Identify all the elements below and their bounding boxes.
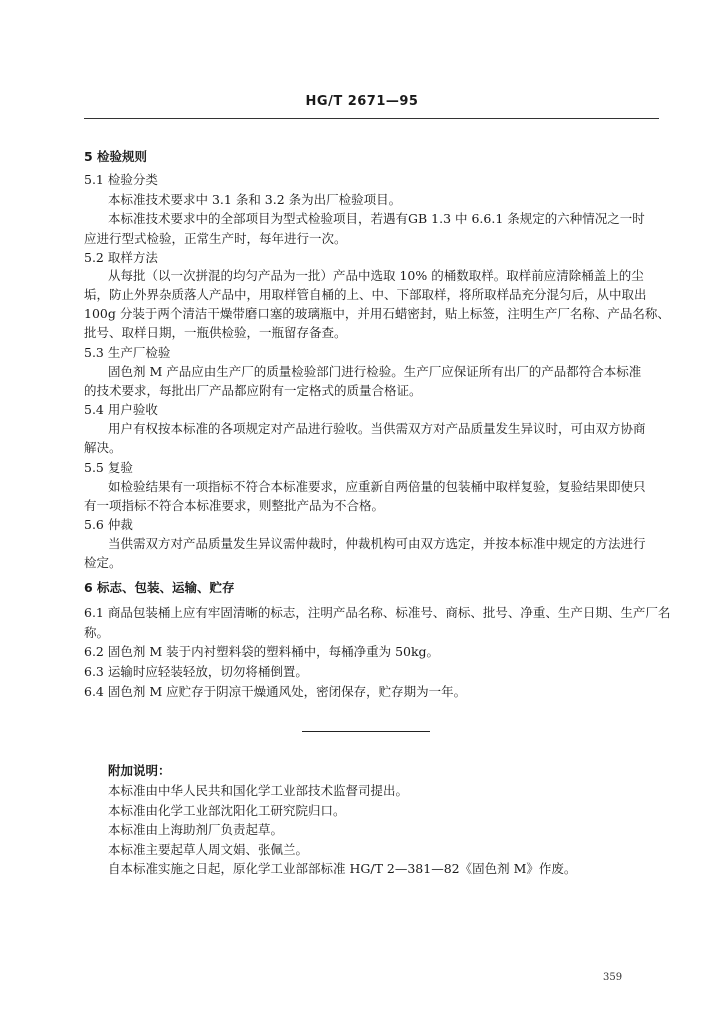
section-5-6-line-1: 当供需双方对产品质量发生异议需仲裁时，仲裁机构可由双方选定，并按本标准中规定的方法进行 — [108, 536, 646, 551]
page-number: 359 — [603, 972, 623, 983]
section-5-3-line-2: 的技术要求，每批出厂产品都应附有一定格式的质量合格证。 — [84, 383, 422, 398]
section-6-1-line-2: 称。 — [84, 625, 110, 640]
section-5-2-line-3: 100g 分装于两个清洁干燥带磨口塞的玻璃瓶中，并用石蜡密封，贴上标签，注明生产厂名称、产品名称、 — [84, 306, 670, 321]
section-5-1-para-2-line-1: 本标准技术要求中的全部项目为型式检验项目，若遇有GB 1.3 中 6.6.1 条规定的六种情况之一时 — [108, 211, 645, 226]
section-5-2-line-2: 垢，防止外界杂质落人产品中，用取样管自桶的上、中、下部取样，将所取样品充分混匀后，从中取出 — [84, 287, 647, 302]
section-5-title: 5 检验规则 — [84, 149, 148, 164]
section-5-2-line-4: 批号、取样日期，一瓶供检验，一瓶留存备查。 — [84, 325, 347, 340]
section-5-3-title: 5.3 生产厂检验 — [84, 345, 171, 360]
notes-title: 附加说明： — [108, 763, 171, 778]
section-6-3: 6.3 运输时应轻装轻放，切勿将桶倒置。 — [84, 664, 308, 679]
section-5-6-line-2: 检定。 — [84, 555, 122, 570]
section-5-4-title: 5.4 用户验收 — [84, 402, 158, 417]
section-6-4: 6.4 固色剂 M 应贮存于阴凉干燥通风处，密闭保存，贮存期为一年。 — [84, 684, 467, 699]
notes-line-1: 本标准由中华人民共和国化学工业部技术监督司提出。 — [108, 783, 409, 798]
section-6-1-line-1: 6.1 商品包装桶上应有牢固清晰的标志，注明产品名称、标准号、商标、批号、净重、生产日期、生产厂名 — [84, 605, 671, 620]
section-6-2: 6.2 固色剂 M 装于内衬塑料袋的塑料桶中，每桶净重为 50kg。 — [84, 644, 440, 659]
header-rule — [84, 118, 659, 119]
notes-line-5: 自本标准实施之日起，原化学工业部部标准 HG/T 2—381—82《固色剂 M》作废。 — [108, 861, 577, 876]
section-5-1-para-1: 本标准技术要求中 3.1 条和 3.2 条为出厂检验项目。 — [108, 192, 402, 207]
section-6-title: 6 标志、包装、运输、贮存 — [84, 580, 235, 595]
section-5-1-title: 5.1 检验分类 — [84, 172, 158, 187]
section-5-5-title: 5.5 复验 — [84, 460, 133, 475]
notes-line-2: 本标准由化学工业部沈阳化工研究院归口。 — [108, 803, 346, 818]
section-5-1-para-2-line-2: 应进行型式检验，正常生产时，每年进行一次。 — [84, 231, 347, 246]
section-5-5-line-1: 如检验结果有一项指标不符合本标准要求，应重新自两倍量的包装桶中取样复验，复验结果即使只 — [108, 479, 646, 494]
standard-number-header: HG/T 2671—95 — [305, 94, 419, 109]
section-5-6-title: 5.6 仲裁 — [84, 517, 133, 532]
section-5-2-line-1: 从每批（以一次拼混的均匀产品为一批）产品中选取 10% 的桶数取样。取样前应清除桶盖上的尘 — [108, 268, 644, 283]
separator-rule — [302, 731, 430, 732]
section-5-3-line-1: 固色剂 M 产品应由生产厂的质量检验部门进行检验。生产厂应保证所有出厂的产品都符合本标准 — [108, 364, 642, 379]
notes-line-4: 本标准主要起草人周文娟、张佩兰。 — [108, 842, 309, 857]
section-5-5-line-2: 有一项指标不符合本标准要求，则整批产品为不合格。 — [84, 498, 385, 513]
section-5-4-line-1: 用户有权按本标准的各项规定对产品进行验收。当供需双方对产品质量发生异议时，可由双方协商 — [108, 421, 646, 436]
section-5-2-title: 5.2 取样方法 — [84, 250, 158, 265]
section-5-4-line-2: 解决。 — [84, 440, 122, 455]
notes-line-3: 本标准由上海助剂厂负责起草。 — [108, 822, 284, 837]
